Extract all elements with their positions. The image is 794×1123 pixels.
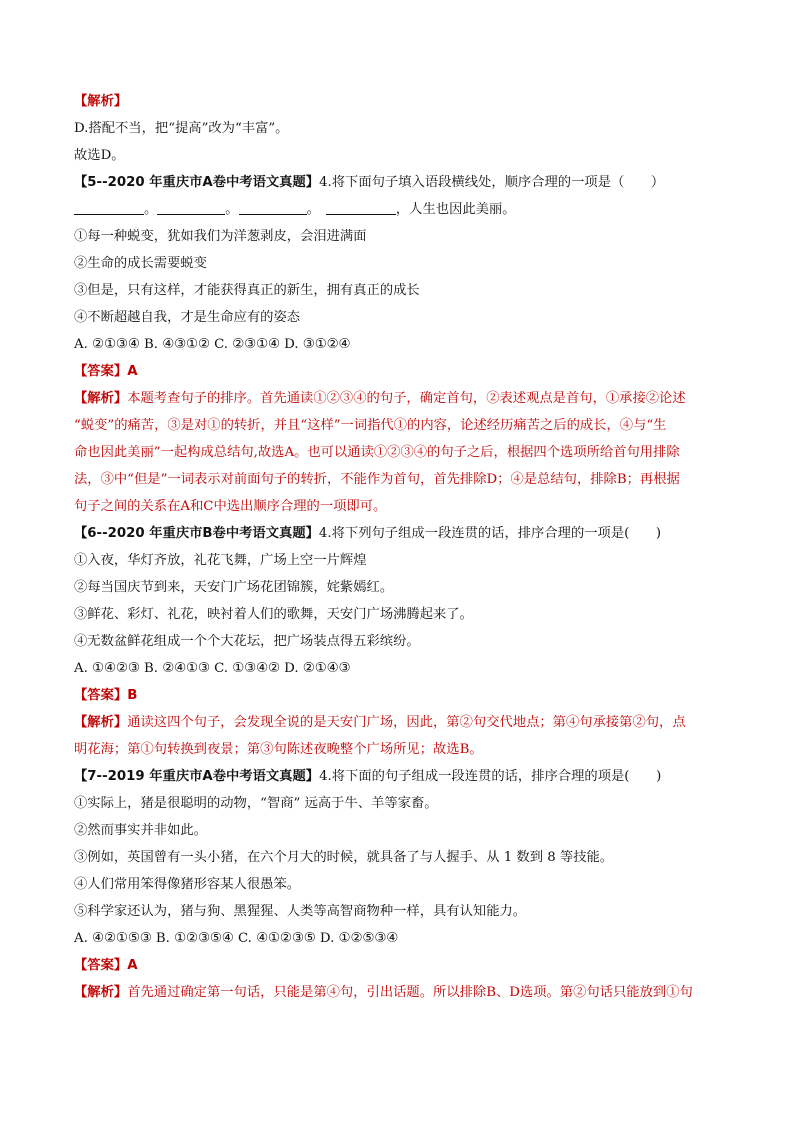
analysis-text: 法，③中“但是”一词表示对前面句子的转折，不能作为首句，首先排除D；④是总结句，排除B；再根据 — [74, 472, 680, 487]
analysis-text: 通读这四个句子，会发现全说的是天安门广场，因此，第②句交代地点；第④句承接第②句，点 — [127, 715, 686, 730]
blank-tail: ，人生也因此美丽。 — [395, 202, 516, 217]
analysis-tag: 【解析】 — [74, 94, 128, 109]
analysis-text: 本题考查句子的排序。首先通读①②③④的句子，确定首句，②表述观点是首句，①承接②论述 — [127, 391, 686, 406]
sentence-item: ②然而事实并非如此。 — [74, 823, 207, 838]
sentence-item: ④人们常用笨得像猪形容某人很愚笨。 — [74, 877, 301, 892]
question-source: 【5--2020 年重庆市A卷中考语文真题】 — [74, 175, 320, 190]
analysis-line — [74, 979, 724, 1006]
blank-separator: 。 — [225, 202, 239, 217]
question-header — [74, 520, 724, 547]
question-stem: 4.将下面的句子组成一段连贯的话，排序合理的项是( ) — [319, 769, 662, 784]
analysis-text: 句子之间的关系在A和C中选出顺序合理的一项即可。 — [74, 499, 387, 514]
question-header — [74, 169, 724, 196]
answer-line — [74, 358, 724, 385]
question-source: 【7--2019 年重庆市A卷中考语文真题】 — [74, 769, 320, 784]
blank-line — [74, 200, 144, 215]
answer-value: B — [127, 688, 138, 703]
sentence-item: ④无数盆鲜花组成一个个大花坛，把广场装点得五彩缤纷。 — [74, 634, 420, 649]
blank-line — [239, 200, 307, 215]
blank-line — [157, 200, 225, 215]
analysis-text: D.搭配不当，把“提高”改为“丰富”。 — [74, 121, 289, 136]
answer-line — [74, 682, 724, 709]
answer-options: A. ②①③④ B. ④③①② C. ②③①④ D. ③①②④ — [74, 337, 351, 352]
sentence-item: ②每当国庆节到来，天安门广场花团锦簇，姹紫嫣红。 — [74, 580, 394, 595]
answer-tag: 【答案】 — [74, 958, 128, 973]
sentence-item: ③鲜花、彩灯、礼花，映衬着人们的歌舞，天安门广场沸腾起来了。 — [74, 607, 473, 622]
answer-options: A. ①④②③ B. ②④①③ C. ①③④② D. ②①④③ — [74, 661, 351, 676]
sentence-item: ③但是，只有这样，才能获得真正的新生，拥有真正的成长 — [74, 283, 420, 298]
question-stem: 4.将下列句子组成一段连贯的话，排序合理的一项是( ) — [318, 526, 662, 541]
analysis-tag: 【解析】 — [74, 391, 128, 406]
analysis-heading — [74, 88, 724, 115]
answer-value: A — [127, 364, 138, 379]
sentence-item: ②生命的成长需要蜕变 — [74, 256, 207, 271]
sentence-item: ①每一种蜕变，犹如我们为洋葱剥皮，会泪进满面 — [74, 229, 367, 244]
analysis-tag: 【解析】 — [74, 985, 128, 1000]
blank-line — [326, 200, 396, 215]
fill-blank-line — [74, 196, 724, 223]
analysis-text: 命也因此美丽”一起构成总结句,故选A。也可以通读①②③④的句子之后，根据四个选项所给首句用排除 — [74, 445, 680, 460]
sentence-item: ①入夜，华灯齐放，礼花飞舞，广场上空一片辉煌 — [74, 553, 367, 568]
answer-value: A — [127, 958, 138, 973]
sentence-item: ⑤科学家还认为，猪与狗、黑猩猩、人类等高智商物种一样，具有认知能力。 — [74, 904, 527, 919]
analysis-text: 首先通过确定第一句话，只能是第④句，引出话题。所以排除B、D选项。第②句话只能放到①句 — [127, 985, 693, 1000]
answer-tag: 【答案】 — [74, 688, 128, 703]
answer-line — [74, 952, 724, 979]
blank-separator: 。 — [306, 202, 320, 217]
sentence-item: ③例如，英国曾有一头小猪，在六个月大的时候，就具备了与人握手、从 1 数到 8 等技能。 — [74, 850, 614, 865]
document-page — [74, 88, 724, 1006]
analysis-text: “蜕变”的痛苦，③是对①的转折，并且“这样”一词指代①的内容，论述经历痛苦之后的成长，④与“生 — [74, 418, 667, 433]
answer-tag: 【答案】 — [74, 364, 128, 379]
analysis-text: 故选D。 — [74, 148, 125, 163]
question-stem: 4.将下面句子填入语段横线处，顺序合理的一项是（ ） — [319, 175, 665, 190]
sentence-item: ①实际上，猪是很聪明的动物，“智商” 远高于牛、羊等家畜。 — [74, 796, 438, 811]
analysis-line — [74, 709, 724, 736]
analysis-line — [74, 385, 724, 412]
analysis-text: 明花海；第①句转换到夜景；第③句陈述夜晚整个广场所见；故选B。 — [74, 742, 483, 757]
answer-options: A. ④②①⑤③ B. ①②③⑤④ C. ④①②③⑤ D. ①②⑤③④ — [74, 931, 399, 946]
analysis-tag: 【解析】 — [74, 715, 128, 730]
question-source: 【6--2020 年重庆市B卷中考语文真题】 — [74, 526, 319, 541]
sentence-item: ④不断超越自我，才是生命应有的姿态 — [74, 310, 301, 325]
question-header — [74, 763, 724, 790]
blank-separator: 。 — [144, 202, 158, 217]
